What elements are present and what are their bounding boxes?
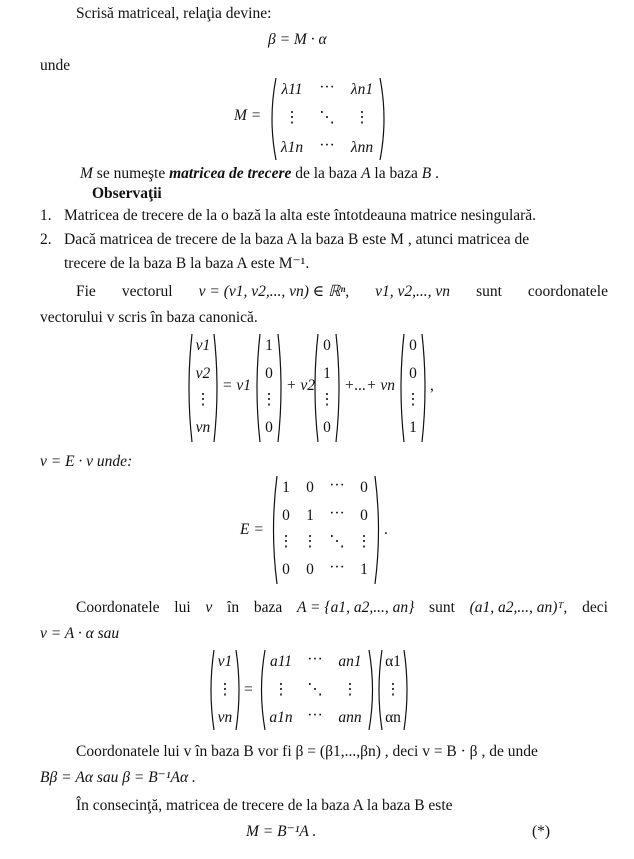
text-fragment: . — [431, 165, 439, 182]
matrix-e-cell: 0 — [282, 507, 290, 524]
vector-cell: ⋮ — [217, 681, 233, 698]
coordinates-a-line — [76, 598, 608, 618]
vector-cell: v1 — [217, 653, 233, 670]
matrix-a-cell: a1n — [269, 709, 293, 726]
symbol-b: B — [421, 165, 432, 182]
final-equation: M = B⁻¹A . — [246, 823, 317, 840]
word: lui — [174, 599, 191, 616]
matrix-a-cell: a11 — [269, 653, 293, 670]
matrix-m-cell: ⋮ — [354, 109, 370, 126]
vector-cell: 0 — [409, 337, 417, 354]
vector-cell: 1 — [265, 337, 273, 354]
matrix-a-cell: ⋮ — [273, 681, 289, 698]
consequence-line: În consecinţă, matricea de trecere de la baza A la baza B este — [76, 797, 453, 814]
matrix-e-cell: ⋮ — [356, 533, 372, 550]
matrix-e-cell: 1 — [282, 479, 290, 496]
vector-e2 — [312, 332, 342, 444]
vector-cell: ⋮ — [261, 391, 277, 408]
coordinate-list: v1, v2,..., vn — [375, 283, 451, 300]
unde-text: unde — [40, 57, 71, 74]
vector-cell: vn — [195, 419, 211, 436]
symbol-a: A — [361, 165, 371, 182]
vector-cell: 1 — [323, 365, 331, 382]
v-equals-a-alpha: v = A · α sau — [40, 625, 120, 642]
obs2-text-2: trecere de la baza B la baza A este M⁻¹. — [64, 255, 310, 272]
vector-cell: ⋮ — [385, 681, 401, 698]
text-fragment: la baza — [370, 165, 422, 182]
vector-alpha — [376, 648, 410, 732]
vector-cell: 0 — [323, 337, 331, 354]
vector-cell: ⋮ — [405, 391, 421, 408]
text-fragment: de la baza — [291, 165, 362, 182]
observations-heading: Observaţii — [92, 185, 162, 202]
matrix-e-cell: 0 — [360, 507, 368, 524]
period: . — [384, 521, 388, 538]
symbol-m: M — [80, 165, 93, 182]
matrix-m-label: M = — [234, 107, 262, 124]
vector-cell: v1 — [195, 337, 211, 354]
b-beta-line: Bβ = Aα sau β = B⁻¹Aα . — [40, 769, 196, 786]
obs2-text-1: Dacă matricea de trecere de la baza A la baza B este M , atunci matricea de — [64, 231, 530, 248]
word: Coordonatele — [76, 599, 160, 616]
definition-line — [80, 164, 439, 184]
matrix-e-cell: ··· — [329, 505, 345, 522]
v-equals-ev: v = E · v unde: — [40, 453, 133, 470]
vector-en — [398, 332, 428, 444]
matrix-a-cell: ⋱ — [307, 681, 323, 698]
matrix-m-cell: λ1n — [280, 139, 304, 156]
coordinates-transpose: (a1, a2,..., an)ᵀ, — [469, 599, 568, 616]
matrix-m — [268, 76, 388, 162]
matrix-a-cell: ann — [338, 709, 362, 726]
matrix-a-cell: ⋮ — [342, 681, 358, 698]
equation-marker: (*) — [532, 823, 551, 840]
matrix-e-cell: ··· — [329, 559, 345, 576]
vector-cell: α1 — [385, 653, 401, 670]
matrix-e-cell: 0 — [306, 479, 314, 496]
vector-cell: 0 — [323, 419, 331, 436]
matrix-m-cell: ··· — [319, 79, 335, 96]
vector-cell: v2 — [195, 365, 211, 382]
matrix-a — [258, 648, 376, 732]
coordinates-b-line: Coordonatele lui v în baza B vor fi β = (β1,...,βn) , deci v = B · β , de unde — [76, 743, 538, 760]
matrix-e-cell: 0 — [282, 561, 290, 578]
matrix-e-cell: ⋮ — [302, 533, 318, 550]
matrix-e-label: E = — [240, 521, 264, 538]
matrix-a-cell: an1 — [338, 653, 362, 670]
vector-cell: 0 — [265, 365, 273, 382]
matrix-m-cell: ⋮ — [284, 109, 300, 126]
matrix-m-cell: λ11 — [281, 81, 303, 98]
word: sunt — [476, 283, 502, 300]
vector-cell: αn — [385, 709, 401, 726]
obs2-number: 2. — [40, 231, 52, 248]
matrix-e-cell: 0 — [360, 479, 368, 496]
obs1-number: 1. — [40, 207, 52, 224]
matrix-e-cell: ··· — [329, 477, 345, 494]
vector-cell: 0 — [409, 365, 417, 382]
word: deci — [582, 599, 608, 616]
vector-cell: 1 — [409, 419, 417, 436]
vector-e1 — [254, 332, 284, 444]
eq-op: , — [430, 377, 434, 394]
intro-text: Scrisă matriceal, relaţia devine: — [76, 5, 272, 22]
fie-line — [76, 282, 608, 302]
word: baza — [253, 599, 283, 616]
matrix-a-cell: ··· — [307, 651, 323, 668]
basis-a-set: A = {a1, a2,..., an} — [296, 599, 415, 616]
eq-op: = v1 — [222, 377, 251, 394]
matrix-e-cell: ⋱ — [329, 533, 345, 550]
vector-v-short — [208, 648, 242, 732]
term-transition-matrix: matricea de trecere — [169, 165, 292, 182]
eq-op: + v2 — [286, 377, 315, 394]
word: Fie — [76, 283, 96, 300]
vector-definition: v = (v1, v2,..., vn) ∈ ℝⁿ, — [198, 283, 350, 300]
eq-op: +...+ vn — [344, 377, 396, 394]
word: coordonatele — [527, 283, 608, 300]
word: în — [227, 599, 240, 616]
matrix-e-cell: 1 — [360, 561, 368, 578]
word: vectorul — [121, 283, 173, 300]
matrix-m-cell: λnn — [350, 139, 374, 156]
word: sunt — [429, 599, 455, 616]
matrix-m-cell: λn1 — [350, 81, 374, 98]
matrix-e-cell: 0 — [306, 561, 314, 578]
matrix-e — [270, 474, 382, 586]
vector-cell: ⋮ — [319, 391, 335, 408]
matrix-m-cell: ⋱ — [319, 109, 335, 126]
word: v — [205, 599, 213, 616]
matrix-m-cell: ··· — [319, 137, 335, 154]
matrix-a-cell: ··· — [307, 707, 323, 724]
vector-cell: 0 — [265, 419, 273, 436]
equation-beta: β = M · α — [268, 31, 327, 48]
text-fragment: se numeşte — [92, 165, 170, 182]
matrix-e-cell: 1 — [306, 507, 314, 524]
vector-v — [186, 332, 220, 444]
vector-cell: vn — [217, 709, 233, 726]
equals-sign: = — [244, 681, 253, 698]
matrix-e-cell: ⋮ — [278, 533, 294, 550]
fie-line-2: vectorului v scris în baza canonică. — [40, 309, 258, 326]
vector-cell: ⋮ — [195, 391, 211, 408]
obs1-text: Matricea de trecere de la o bază la alta este întotdeauna matrice nesingulară. — [64, 207, 537, 224]
